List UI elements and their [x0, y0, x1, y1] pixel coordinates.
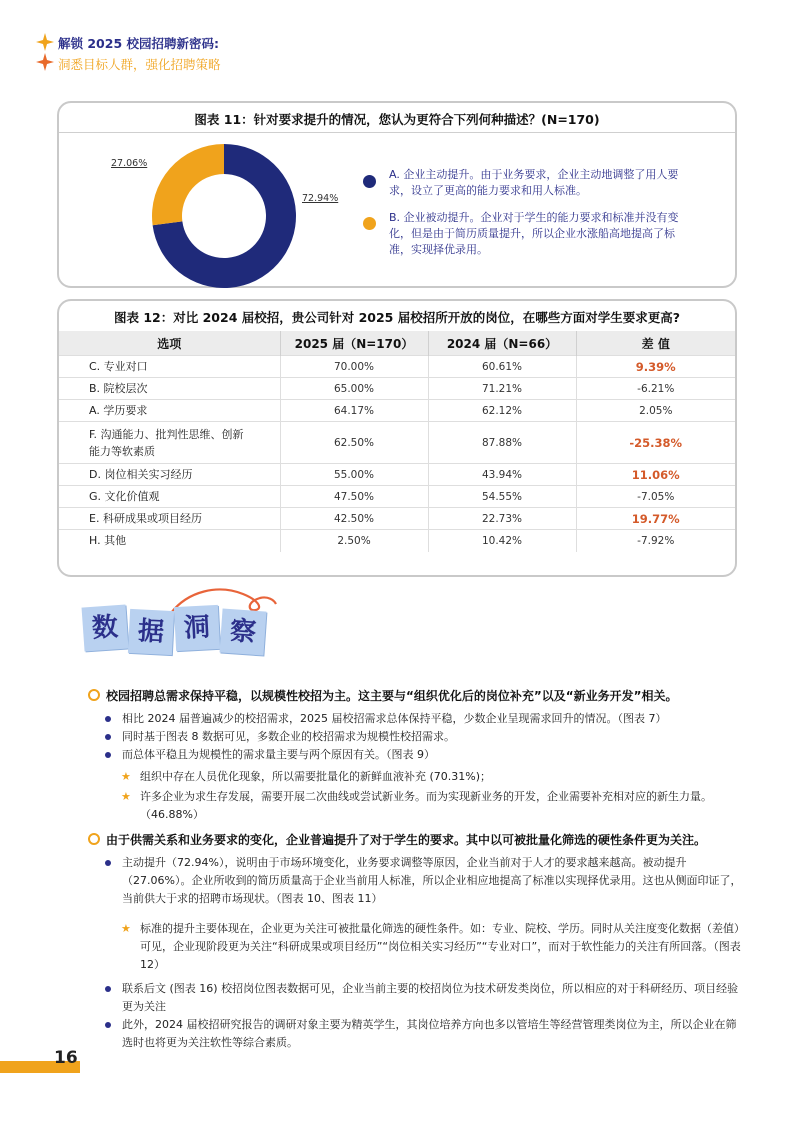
list-item: ★ 许多企业为求生存发展，需要开展二次曲线或尝试新业务。而为实现新业务的开发，企业需要补充相对应的新生力量。（46.88%）	[121, 790, 712, 821]
value-2024-cell: 10.42%	[428, 530, 576, 552]
list-item: 联系后文 (图表 16) 校招岗位图表数据可见，企业当前主要的校招岗位为技术研发类岗位，所以相应的对于科研经历、项目经验更为关注	[107, 980, 747, 1016]
pie-label-a: 72.94%	[302, 193, 339, 204]
col-header: 2025 届（N=170）	[280, 331, 428, 356]
option-cell: A. 学历要求	[59, 400, 280, 422]
table-row	[59, 486, 735, 508]
option-cell: C. 专业对口	[59, 356, 280, 378]
insight-point-2: 由于供需关系和业务要求的变化，企业普遍提升了对于学生的要求。其中以可被批量化筛选的硬性条件更为关注。	[88, 831, 706, 848]
table-header-row	[59, 331, 735, 356]
pie-label-b: 27.06%	[111, 158, 148, 169]
insight-title-tile: 洞	[174, 605, 220, 651]
value-2025-cell: 55.00%	[280, 464, 428, 486]
donut-chart	[149, 141, 299, 291]
value-2024-cell: 22.73%	[428, 508, 576, 530]
value-2025-cell: 2.50%	[280, 530, 428, 552]
option-cell: E. 科研成果或项目经历	[59, 508, 280, 530]
list-item: 此外，2024 届校招研究报告的调研对象主要为精英学生，其岗位培养方向也多以管培生等经营管理类岗位为主，所以企业在筛选时也将更为关注软性等综合素质。	[107, 1016, 747, 1052]
table-row	[59, 530, 735, 552]
col-header: 2024 届（N=66）	[428, 331, 576, 356]
value-2024-cell: 62.12%	[428, 400, 576, 422]
value-2025-cell: 65.00%	[280, 378, 428, 400]
option-cell: F. 沟通能力、批判性思维、创新能力等软素质	[59, 422, 280, 464]
insight-title-tile: 据	[128, 609, 174, 655]
table-row	[59, 422, 735, 464]
diff-cell: 19.77%	[576, 508, 735, 530]
table-row	[59, 378, 735, 400]
value-2025-cell: 42.50%	[280, 508, 428, 530]
header-title: 解锁 2025 校园招聘新密码:	[58, 36, 219, 51]
diff-cell: -7.92%	[576, 530, 735, 552]
value-2024-cell: 43.94%	[428, 464, 576, 486]
legend-text-b: B. 企业被动提升。企业对于学生的能力要求和标准并没有变化，但是由于简历质量提升，所以企业水涨船高地提高了标准，实现择优录用。	[389, 211, 679, 256]
star-icon	[36, 53, 54, 71]
insight-point-1: 校园招聘总需求保持平稳，以规模性校招为主。这主要与“组织优化后的岗位补充”以及“新业务开发”相关。	[88, 687, 678, 704]
legend-text-a: A. 企业主动提升。由于业务要求，企业主动地调整了用人要求，设立了更高的能力要求和用人标准。	[389, 168, 679, 197]
legend-dot-a	[363, 175, 376, 188]
diff-cell: 9.39%	[576, 356, 735, 378]
diff-cell: -7.05%	[576, 486, 735, 508]
table-row	[59, 400, 735, 422]
value-2025-cell: 64.17%	[280, 400, 428, 422]
star-icon	[36, 33, 54, 51]
diff-cell: -6.21%	[576, 378, 735, 400]
header-subtitle: 洞悉目标人群，强化招聘策略	[58, 57, 221, 72]
page-number: 16	[54, 1048, 78, 1068]
value-2024-cell: 54.55%	[428, 486, 576, 508]
list-item: 同时基于图表 8 数据可见，多数企业的校招需求为规模性校招需求。	[107, 728, 747, 746]
value-2025-cell: 70.00%	[280, 356, 428, 378]
insight-title-tile: 察	[220, 609, 267, 656]
chart12-panel	[57, 299, 737, 577]
col-header: 差 值	[576, 331, 735, 356]
diff-cell: 11.06%	[576, 464, 735, 486]
col-header: 选项	[59, 331, 280, 356]
chart12-title: 图表 12：对比 2024 届校招，贵公司针对 2025 届校招所开放的岗位，在哪些方面对学生要求更高?	[114, 310, 680, 325]
diff-cell: -25.38%	[576, 422, 735, 464]
donut-slice	[152, 144, 224, 225]
table-row	[59, 464, 735, 486]
list-item: ★ 标准的提升主要体现在，企业更为关注可被批量化筛选的硬性条件。如：专业、院校、学历。同时从关注度变化数据（差值）可见，企业现阶段更为关注“科研成果或项目经历”“岗位相关实习经历”“专业对口”，而对于软性能力的关注有所回落。（图表 12）	[121, 922, 741, 971]
value-2025-cell: 47.50%	[280, 486, 428, 508]
comparison-table	[59, 331, 735, 552]
list-item: 主动提升（72.94%），说明由于市场环境变化，业务要求调整等原因，企业当前对于人才的要求越来越高。被动提升（27.06%）。企业所收到的简历质量高于企业当前用人标准，所以企业相应地提高了标准以实现择优录用。这也从侧面印证了，当前供大于求的招聘市场现状。（图表 10、图表 11）	[107, 854, 747, 908]
option-cell: B. 院校层次	[59, 378, 280, 400]
option-cell: D. 岗位相关实习经历	[59, 464, 280, 486]
value-2025-cell: 62.50%	[280, 422, 428, 464]
option-cell: H. 其他	[59, 530, 280, 552]
value-2024-cell: 87.88%	[428, 422, 576, 464]
diff-cell: 2.05%	[576, 400, 735, 422]
chart11-panel	[57, 101, 737, 288]
table-row	[59, 508, 735, 530]
list-item: 相比 2024 届普遍减少的校招需求，2025 届校招需求总体保持平稳，少数企业呈现需求回升的情况。（图表 7）	[107, 710, 747, 728]
value-2024-cell: 60.61%	[428, 356, 576, 378]
list-item: ★ 组织中存在人员优化现象，所以需要批量化的新鲜血液补充 (70.31%)；	[121, 770, 492, 783]
list-item: 而总体平稳且为规模性的需求量主要与两个原因有关。（图表 9）	[107, 746, 747, 764]
chart11-title: 图表 11：针对要求提升的情况，您认为更符合下列何种描述？(N=170)	[194, 112, 600, 127]
insight-title-tile: 数	[82, 605, 129, 652]
table-row	[59, 356, 735, 378]
legend-dot-b	[363, 217, 376, 230]
value-2024-cell: 71.21%	[428, 378, 576, 400]
option-cell: G. 文化价值观	[59, 486, 280, 508]
